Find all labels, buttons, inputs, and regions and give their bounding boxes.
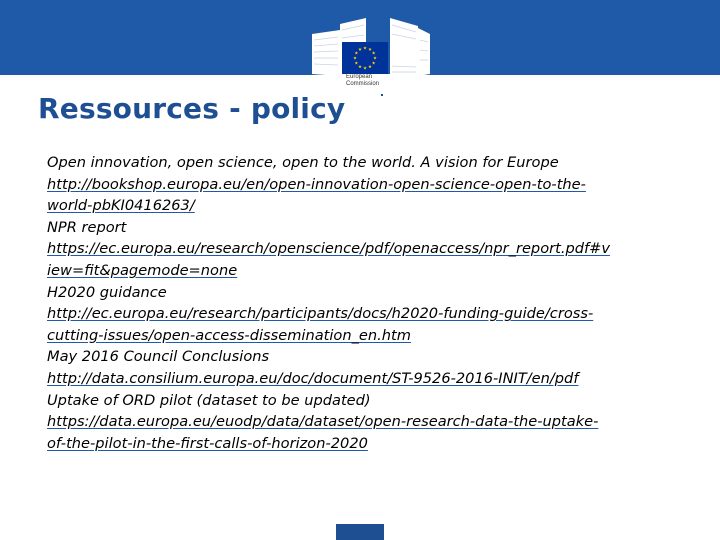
resource-link-line[interactable]: https://ec.europa.eu/research/openscience/pdf/openaccess/npr_report.pdf#v bbox=[47, 240, 611, 258]
resource-item bbox=[47, 346, 697, 389]
resource-link-line[interactable]: https://data.europa.eu/euodp/data/dataset/open-research-data-the-uptake- bbox=[47, 413, 599, 431]
footer-mark bbox=[336, 524, 384, 540]
resource-item bbox=[47, 282, 697, 347]
logo-caption-line1: European bbox=[346, 74, 373, 80]
resource-item bbox=[47, 390, 697, 455]
resource-label: NPR report bbox=[47, 218, 127, 236]
logo-caption bbox=[346, 74, 406, 88]
resource-link-line[interactable]: http://ec.europa.eu/research/participants/docs/h2020-funding-guide/cross- bbox=[47, 305, 594, 323]
resource-link[interactable] bbox=[47, 174, 697, 217]
resource-label: H2020 guidance bbox=[47, 283, 167, 301]
resource-link[interactable] bbox=[47, 411, 697, 454]
page-title: Ressources - policy bbox=[38, 92, 346, 125]
resource-item bbox=[47, 217, 697, 282]
logo-caption-line2: Commission bbox=[346, 81, 380, 87]
resource-label: May 2016 Council Conclusions bbox=[47, 348, 270, 366]
resource-link[interactable] bbox=[47, 368, 697, 390]
resource-item bbox=[47, 152, 697, 217]
resource-link-line[interactable]: http://bookshop.europa.eu/en/open-innovation-open-science-open-to-the- bbox=[47, 175, 586, 193]
resource-link-line[interactable]: iew=fit&pagemode=none bbox=[47, 261, 238, 279]
resource-label: Open innovation, open science, open to the world. A vision for Europe bbox=[47, 154, 559, 171]
resource-link-line[interactable]: cutting-issues/open-access-dissemination_en.htm bbox=[47, 326, 411, 344]
resource-label: Uptake of ORD pilot (dataset to be updated) bbox=[47, 391, 371, 409]
resource-list bbox=[47, 152, 697, 454]
resource-link[interactable] bbox=[47, 303, 697, 346]
resource-link-line[interactable]: of-the-pilot-in-the-first-calls-of-horizon-2020 bbox=[47, 434, 368, 452]
resource-link[interactable] bbox=[47, 238, 697, 281]
resource-link-line[interactable]: world-pbKI0416263/ bbox=[47, 197, 195, 215]
resource-link-line[interactable]: http://data.consilium.europa.eu/doc/document/ST-9526-2016-INIT/en/pdf bbox=[47, 369, 579, 387]
